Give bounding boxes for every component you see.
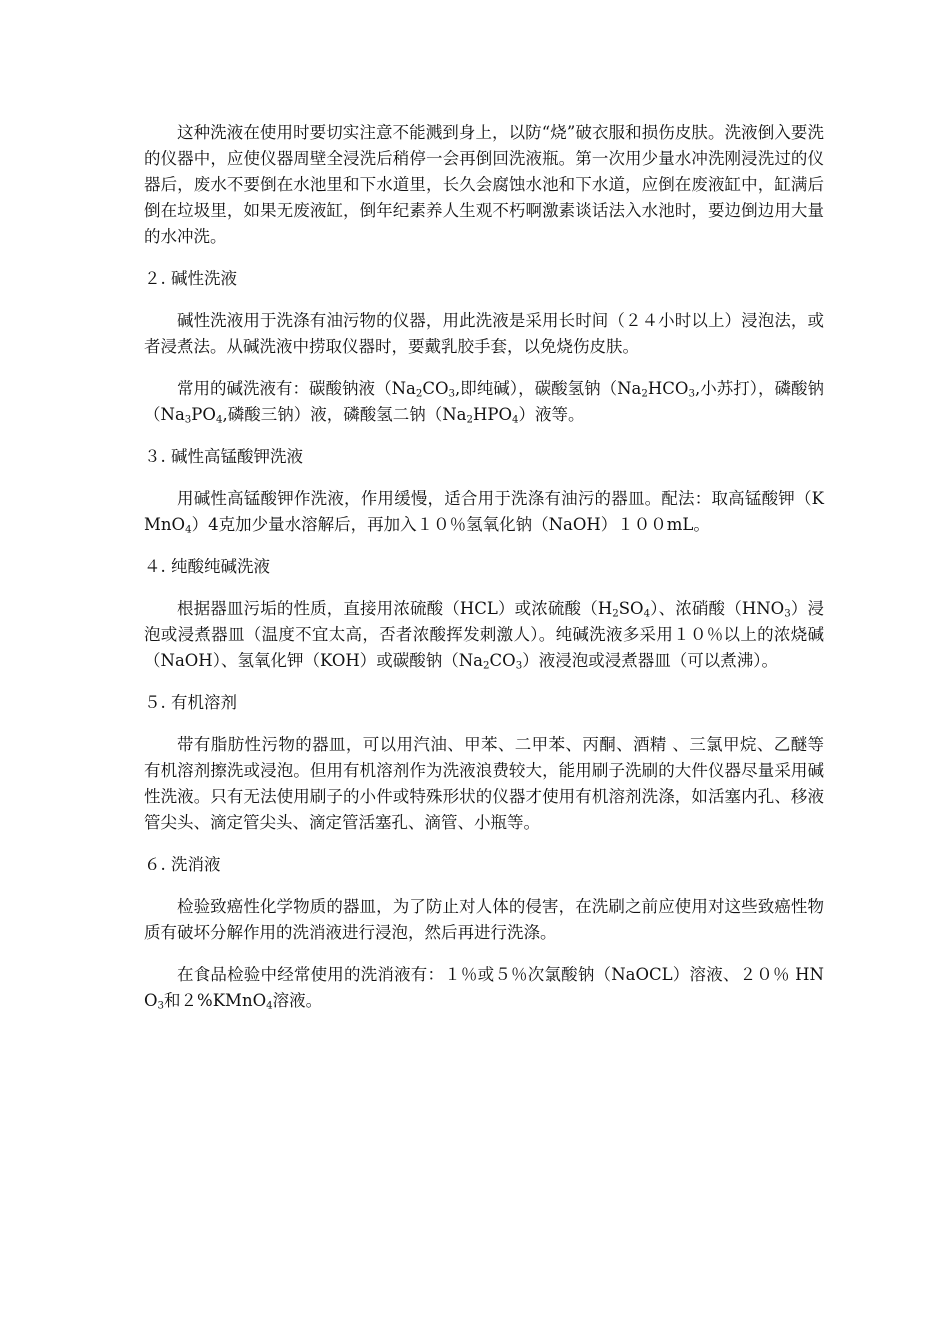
- section-heading: ２. 碱性洗液: [144, 269, 237, 288]
- section-heading: ３. 碱性高锰酸钾洗液: [144, 447, 303, 466]
- section-heading: ５. 有机溶剂: [144, 693, 237, 712]
- paragraph: 根据器皿污垢的性质，直接用浓硫酸（HCL）或浓硫酸$(H_2SO_4)$、浓硝酸$(HNO_3)$浸泡或浸煮器皿（温度不宜太高，否者浓酸挥发刺激人）。纯碱洗液多采用１０％以上的浓烧碱（NaOH）、氢氧化钾（KOH）或碳酸钠$(Na_2CO_3)$液浸泡或浸煮器皿（可以煮沸）。: [144, 599, 824, 672]
- paragraph: 检验致癌性化学物质的器皿，为了防止对人体的侵害，在洗刷之前应使用对这些致癌性物质有破坏分解作用的洗消液进行浸泡，然后再进行洗涤。: [144, 897, 824, 942]
- document-body: [144, 120, 824, 1030]
- paragraph: 常用的碱洗液有：碳酸钠液（$Na_2CO_3$,即纯碱），碳酸氢钠（$Na_2HCO_3$,小苏打），磷酸钠（$Na_3PO_4$,磷酸三钠）液，磷酸氢二钠$(Na_2HPO_4)$液等。: [144, 379, 825, 426]
- paragraph: 用碱性高锰酸钾作洗液，作用缓慢，适合用于洗涤有油污的器皿。配法：取高锰酸钾（KMnO$_4$）4克加少量水溶解后，再加入１０％氢氧化钠（NaOH）１００mL。: [144, 489, 824, 536]
- paragraph: 带有脂肪性污物的器皿，可以用汽油、甲苯、二甲苯、丙酮、酒精 、三氯甲烷、乙醚等有机溶剂擦洗或浸泡。但用有机溶剂作为洗液浪费较大，能用刷子洗刷的大件仪器尽量采用碱性洗液。只有无法使用刷子的小件或特殊形状的仪器才使用有机溶剂洗涤，如活塞内孔、移液管尖头、滴定管尖头、滴定管活塞孔、滴管、小瓶等。: [144, 735, 824, 832]
- paragraph: 在食品检验中经常使用的洗消液有：１％或５％次氯酸钠（NaOCL）溶液、２０％ $HNO_3$和２%KMnO$_4$溶液。: [144, 965, 824, 1012]
- paragraph: 碱性洗液用于洗涤有油污物的仪器，用此洗液是采用长时间（２４小时以上）浸泡法，或者浸煮法。从碱洗液中捞取仪器时，要戴乳胶手套，以免烧伤皮肤。: [144, 311, 824, 356]
- paragraph: 这种洗液在使用时要切实注意不能溅到身上，以防“烧”破衣服和损伤皮肤。洗液倒入要洗的仪器中，应使仪器周壁全浸洗后稍停一会再倒回洗液瓶。第一次用少量水冲洗刚浸洗过的仪器后，废水不要倒在水池里和下水道里，长久会腐蚀水池和下水道，应倒在废液缸中，缸满后倒在垃圾里，如果无废液缸，倒年纪素养人生观不朽啊激素谈话法入水池时，要边倒边用大量的水冲洗。: [144, 123, 824, 246]
- section-heading: ４. 纯酸纯碱洗液: [144, 557, 270, 576]
- section-heading: ６. 洗消液: [144, 855, 221, 874]
